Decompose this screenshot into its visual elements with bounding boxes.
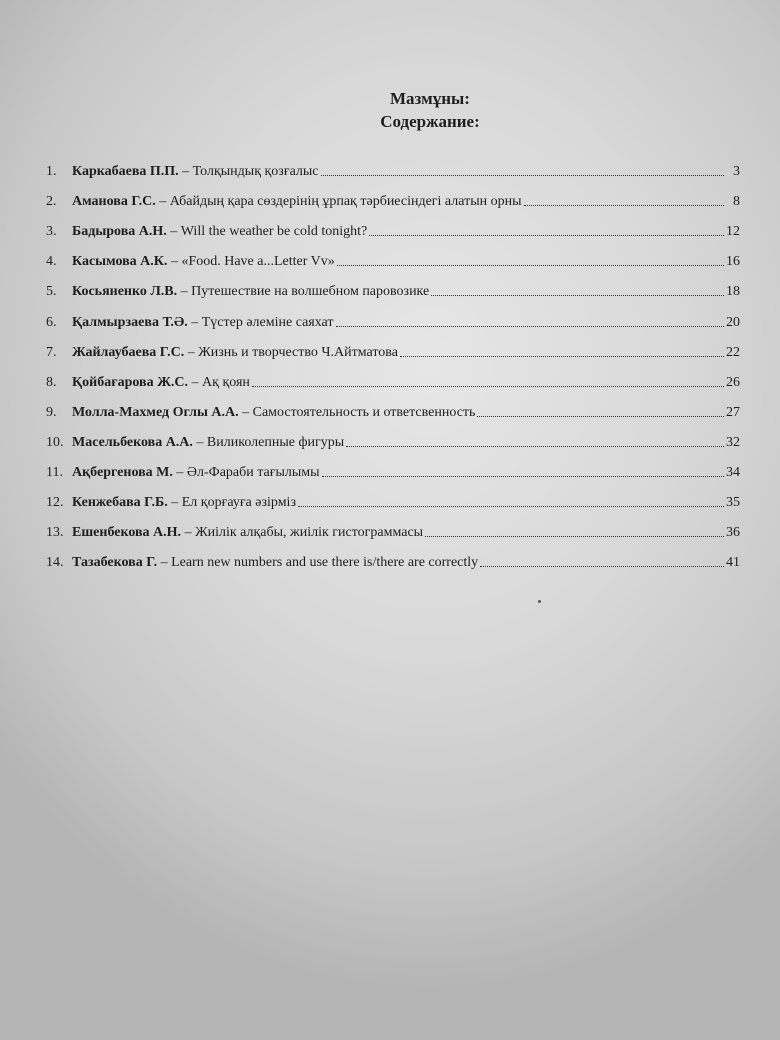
toc-entry-page-number: 16 — [726, 254, 740, 270]
toc-entry-page-number: 26 — [726, 374, 740, 390]
toc-entry-author: Ақбергенова М. — [72, 465, 173, 481]
toc-entry-dot-leader — [321, 175, 724, 176]
toc-entry-number: 7. — [46, 344, 57, 360]
toc-entry-page-number: 35 — [726, 495, 740, 511]
toc-entry-dot-leader — [346, 446, 724, 447]
toc-entry-number: 3. — [46, 224, 57, 240]
toc-entry-author: Тазабекова Г. — [72, 555, 158, 571]
toc-entry-number: 1. — [46, 164, 57, 180]
toc-entry-page-number: 20 — [726, 314, 740, 330]
toc-entry-dot-leader — [425, 536, 724, 537]
toc-entry-title: Виликолепные фигуры — [206, 434, 345, 450]
toc-entry-author: Кенжебава Г.Б. — [72, 495, 168, 511]
toc-entry-number: 13. — [46, 525, 64, 541]
toc-entry-page-number: 8 — [733, 194, 740, 210]
toc-entry-author: Каркабаева П.П. — [72, 164, 179, 180]
toc-entry-separator: – — [155, 194, 170, 210]
toc-entry — [46, 240, 740, 270]
toc-entry-page-number: 22 — [726, 344, 740, 360]
toc-entry-dot-leader — [400, 356, 724, 357]
toc-entry-separator: – — [167, 254, 182, 270]
toc-entry-author: Қойбағарова Ж.С. — [72, 374, 189, 390]
toc-entry — [46, 150, 740, 180]
toc-entry-page-number: 34 — [726, 465, 740, 481]
toc-entry — [46, 300, 740, 330]
toc-entry-page-number: 41 — [726, 555, 740, 571]
toc-entry-author: Косьяненко Л.В. — [72, 284, 178, 300]
toc-entry-title: Жизнь и творчество Ч.Айтматова — [198, 344, 398, 360]
toc-entry-page-number: 27 — [726, 404, 740, 420]
toc-entry-dot-leader — [480, 566, 724, 567]
toc-entry-dot-leader — [369, 235, 724, 236]
stray-mark — [538, 600, 541, 603]
toc-entry-dot-leader — [252, 386, 724, 387]
toc-entry-author: Аманова Г.С. — [72, 194, 156, 210]
toc-entry-dot-leader — [431, 295, 724, 296]
toc-entry-number: 10. — [46, 434, 64, 450]
toc-entry-number: 6. — [46, 314, 57, 330]
toc-entry-separator: – — [184, 344, 199, 360]
toc-entry-title: Абайдың қара сөздерінің ұрпақ тәрбиесіндегі алатын орны — [169, 194, 522, 210]
toc-entry — [46, 270, 740, 300]
toc-entry-author: Масельбекова А.А. — [72, 434, 193, 450]
toc-entry-separator: – — [181, 525, 196, 541]
toc-entry-number: 14. — [46, 555, 64, 571]
toc-entry-author: Жайлаубаева Г.С. — [72, 344, 185, 360]
toc-entry-author: Молла-Махмед Оглы А.А. — [72, 404, 239, 420]
toc-entry — [46, 421, 740, 451]
toc-entry-dot-leader — [322, 476, 724, 477]
contents-heading-russian: Содержание: — [380, 112, 480, 131]
toc-entry-separator: – — [238, 404, 253, 420]
toc-entry-title: Learn new numbers and use there is/there are correctly — [171, 555, 479, 571]
toc-entry-number: 9. — [46, 404, 57, 420]
toc-entry-title: Жиілік алқабы, жиілік гистограммасы — [195, 525, 424, 541]
toc-entry-title: «Food. Have a...Letter Vv» — [181, 254, 335, 270]
toc-entry-separator: – — [192, 434, 207, 450]
toc-entry-dot-leader — [298, 506, 724, 507]
toc-entry-author: Қалмырзаева Т.Ә. — [72, 314, 188, 330]
toc-entry-number: 5. — [46, 284, 57, 300]
toc-entry-author: Бадырова А.Н. — [72, 224, 167, 240]
toc-entry-separator: – — [172, 465, 187, 481]
toc-entry-number: 11. — [46, 465, 63, 481]
toc-entry-number: 8. — [46, 374, 57, 390]
toc-entry-title: Әл-Фараби тағылымы — [186, 465, 320, 481]
toc-entry-page-number: 3 — [733, 164, 740, 180]
toc-entry-separator: – — [167, 495, 182, 511]
table-of-contents — [46, 150, 740, 571]
toc-entry — [46, 391, 740, 421]
toc-entry — [46, 541, 740, 571]
toc-entry-separator: – — [188, 374, 203, 390]
toc-entry-title: Түстер әлеміне саяхат — [201, 314, 334, 330]
toc-entry-dot-leader — [477, 416, 724, 417]
toc-entry-separator: – — [178, 164, 193, 180]
toc-entry — [46, 331, 740, 361]
toc-entry-dot-leader — [337, 265, 724, 266]
toc-entry-separator: – — [166, 224, 181, 240]
toc-entry-separator: – — [187, 314, 202, 330]
toc-entry-author: Ешенбекова А.Н. — [72, 525, 182, 541]
toc-entry-page-number: 32 — [726, 434, 740, 450]
toc-entry-separator: – — [177, 284, 192, 300]
toc-entry — [46, 361, 740, 391]
toc-entry-page-number: 12 — [726, 224, 740, 240]
contents-heading-kazakh: Мазмұны: — [390, 89, 470, 108]
toc-entry-title: Ақ қоян — [202, 374, 250, 390]
toc-entry — [46, 511, 740, 541]
toc-entry-title: Толқындық қозғалыс — [192, 164, 319, 180]
toc-entry-title: Ел қорғауға әзірміз — [181, 495, 296, 511]
toc-entry-title: Самостоятельность и ответсвенность — [252, 404, 476, 420]
toc-entry-title: Путешествие на волшебном паровозике — [191, 284, 430, 300]
toc-entry — [46, 180, 740, 210]
toc-entry — [46, 210, 740, 240]
toc-entry — [46, 481, 740, 511]
toc-entry-separator: – — [157, 555, 172, 571]
toc-entry-number: 12. — [46, 495, 64, 511]
toc-entry-dot-leader — [524, 205, 724, 206]
toc-entry-page-number: 18 — [726, 284, 740, 300]
toc-entry-dot-leader — [336, 326, 724, 327]
toc-entry-number: 4. — [46, 254, 57, 270]
toc-entry-author: Касымова А.К. — [72, 254, 168, 270]
toc-entry-number: 2. — [46, 194, 57, 210]
toc-entry — [46, 451, 740, 481]
toc-entry-title: Will the weather be cold tonight? — [180, 224, 368, 240]
toc-entry-page-number: 36 — [726, 525, 740, 541]
